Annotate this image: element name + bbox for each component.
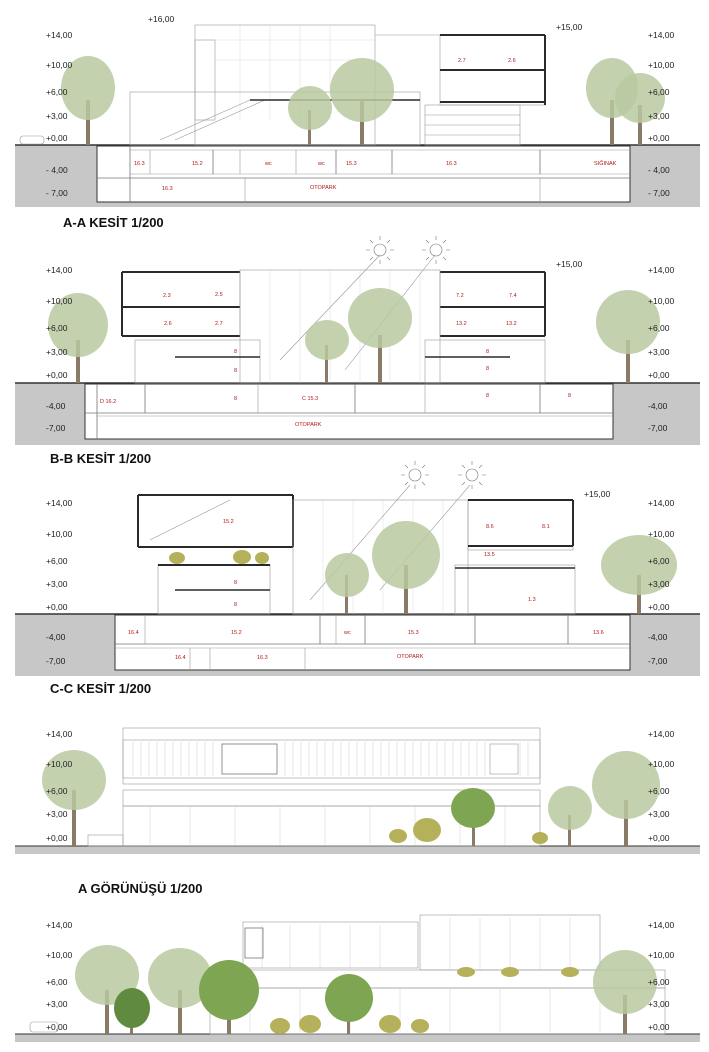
room-label: 13.6 xyxy=(593,630,604,636)
level-label-left: +3,00 xyxy=(46,347,68,357)
room-label: 1.3 xyxy=(528,597,536,603)
level-label-right: - 7,00 xyxy=(648,188,670,198)
room-label: 13.2 xyxy=(506,321,517,327)
room-label: 15.3 xyxy=(346,161,357,167)
level-label-left: +14,00 xyxy=(46,729,73,739)
level-label-left: +10,00 xyxy=(46,529,73,539)
room-label: 2.7 xyxy=(215,321,223,327)
room-label: C 15.3 xyxy=(302,396,319,402)
section-cc xyxy=(15,461,700,696)
level-label-right: +14,00 xyxy=(648,498,675,508)
top-level-label: +15,00 xyxy=(556,259,583,269)
level-label-right: +0,00 xyxy=(648,1022,670,1032)
room-label: D 16.2 xyxy=(100,399,117,405)
room-label: OTOPARK xyxy=(295,422,322,428)
level-label-right: +0,00 xyxy=(648,602,670,612)
room-label: 2.7 xyxy=(458,58,466,64)
level-label-left: -7,00 xyxy=(46,423,66,433)
level-label-left: +14,00 xyxy=(46,265,73,275)
tree-icon xyxy=(548,786,592,846)
level-label-left: +10,00 xyxy=(46,60,73,70)
level-label-left: -4,00 xyxy=(46,401,66,411)
level-label-left: +3,00 xyxy=(46,999,68,1009)
elevation-b xyxy=(15,915,700,1042)
level-label-right: +14,00 xyxy=(648,30,675,40)
level-label-right: -4,00 xyxy=(648,401,668,411)
level-label-right: +3,00 xyxy=(648,999,670,1009)
level-label-left: +0,00 xyxy=(46,1022,68,1032)
level-label-left: +10,00 xyxy=(46,296,73,306)
level-label-right: +3,00 xyxy=(648,579,670,589)
room-label: wc xyxy=(265,161,272,167)
level-label-left: +6,00 xyxy=(46,87,68,97)
level-label-left: +3,00 xyxy=(46,111,68,121)
section-title: C-C KESİT 1/200 xyxy=(50,681,152,696)
room-label: 8 xyxy=(486,393,490,399)
level-label-right: +6,00 xyxy=(648,786,670,796)
section-title: A-A KESİT 1/200 xyxy=(63,215,164,230)
room-label: 8 xyxy=(234,580,238,586)
section-title: A GÖRÜNÜŞÜ 1/200 xyxy=(78,881,203,896)
room-label: 16.3 xyxy=(446,161,457,167)
level-label-right: +0,00 xyxy=(648,370,670,380)
room-label: SIĞINAK xyxy=(594,161,617,167)
level-label-right: -4,00 xyxy=(648,632,668,642)
level-label-left: +14,00 xyxy=(46,30,73,40)
room-label: 8 xyxy=(234,602,238,608)
level-label-right: +6,00 xyxy=(648,556,670,566)
tree-icon xyxy=(114,988,150,1034)
sun-icon xyxy=(458,461,486,489)
top-level-label: +16,00 xyxy=(148,14,175,24)
room-label: 8 xyxy=(486,349,490,355)
level-label-left: - 7,00 xyxy=(46,188,68,198)
level-label-right: +14,00 xyxy=(648,920,675,930)
tree-icon xyxy=(372,521,440,614)
room-label: 15.2 xyxy=(231,630,242,636)
level-label-right: +6,00 xyxy=(648,977,670,987)
sun-icon xyxy=(422,236,450,264)
level-label-left: +0,00 xyxy=(46,602,68,612)
room-label: 8 xyxy=(234,349,238,355)
room-label: OTOPARK xyxy=(310,185,337,191)
room-label: wc xyxy=(344,630,351,636)
sun-icon xyxy=(366,236,394,264)
tree-icon xyxy=(451,788,495,846)
level-label-left: +0,00 xyxy=(46,833,68,843)
room-label: 2.5 xyxy=(215,292,223,298)
section-bb xyxy=(15,236,700,466)
section-title: B-B KESİT 1/200 xyxy=(50,451,152,466)
level-label-left: +10,00 xyxy=(46,759,73,769)
level-label-right: -7,00 xyxy=(648,423,668,433)
level-label-right: +14,00 xyxy=(648,265,675,275)
room-label: 16.4 xyxy=(175,655,186,661)
level-label-left: +6,00 xyxy=(46,977,68,987)
room-label: 2.3 xyxy=(163,293,171,299)
level-label-left: - 4,00 xyxy=(46,165,68,175)
tree-icon xyxy=(288,86,332,145)
level-label-left: -7,00 xyxy=(46,656,66,666)
level-label-left: -4,00 xyxy=(46,632,66,642)
level-label-right: +10,00 xyxy=(648,759,675,769)
tree-icon xyxy=(330,58,394,145)
level-label-right: +0,00 xyxy=(648,833,670,843)
level-label-left: +3,00 xyxy=(46,579,68,589)
level-label-right: +3,00 xyxy=(648,809,670,819)
tree-icon xyxy=(348,288,412,383)
level-label-left: +14,00 xyxy=(46,920,73,930)
room-label: 16.3 xyxy=(257,655,268,661)
room-label: 13.2 xyxy=(456,321,467,327)
top-level-label: +15,00 xyxy=(556,22,583,32)
level-label-right: -7,00 xyxy=(648,656,668,666)
room-label: 8 xyxy=(234,368,238,374)
level-label-right: +3,00 xyxy=(648,347,670,357)
room-label: 16.3 xyxy=(162,186,173,192)
level-label-right: +0,00 xyxy=(648,133,670,143)
room-label: 13.5 xyxy=(484,552,495,558)
room-label: 8 xyxy=(568,393,572,399)
level-label-left: +3,00 xyxy=(46,809,68,819)
room-label: 2.6 xyxy=(508,58,516,64)
tree-icon xyxy=(325,974,373,1034)
level-label-right: +14,00 xyxy=(648,729,675,739)
level-label-right: +6,00 xyxy=(648,323,670,333)
room-label: OTOPARK xyxy=(397,654,424,660)
level-label-left: +10,00 xyxy=(46,950,73,960)
level-label-right: - 4,00 xyxy=(648,165,670,175)
level-label-right: +10,00 xyxy=(648,950,675,960)
room-label: wc xyxy=(318,161,325,167)
room-label: 8 xyxy=(234,396,238,402)
level-label-right: +10,00 xyxy=(648,60,675,70)
level-label-left: +6,00 xyxy=(46,786,68,796)
level-label-left: +0,00 xyxy=(46,133,68,143)
room-label: 2.6 xyxy=(164,321,172,327)
room-label: 15.2 xyxy=(223,519,234,525)
level-label-left: +6,00 xyxy=(46,323,68,333)
top-level-label: +15,00 xyxy=(584,489,611,499)
level-label-left: +0,00 xyxy=(46,370,68,380)
level-label-right: +10,00 xyxy=(648,529,675,539)
tree-icon xyxy=(325,553,369,614)
room-label: 15.2 xyxy=(192,161,203,167)
elevation-a xyxy=(15,728,700,896)
room-label: 16.3 xyxy=(134,161,145,167)
level-label-right: +6,00 xyxy=(648,87,670,97)
room-label: 15.3 xyxy=(408,630,419,636)
room-label: 8.6 xyxy=(486,524,494,530)
section-aa xyxy=(15,14,700,230)
room-label: 8 xyxy=(486,366,490,372)
level-label-left: +6,00 xyxy=(46,556,68,566)
room-label: 7.2 xyxy=(456,293,464,299)
level-label-right: +10,00 xyxy=(648,296,675,306)
room-label: 8.1 xyxy=(542,524,550,530)
sun-icon xyxy=(401,461,429,489)
room-label: 16.4 xyxy=(128,630,139,636)
level-label-left: +14,00 xyxy=(46,498,73,508)
tree-icon xyxy=(305,320,349,383)
level-label-right: +3,00 xyxy=(648,111,670,121)
room-label: 7.4 xyxy=(509,293,517,299)
